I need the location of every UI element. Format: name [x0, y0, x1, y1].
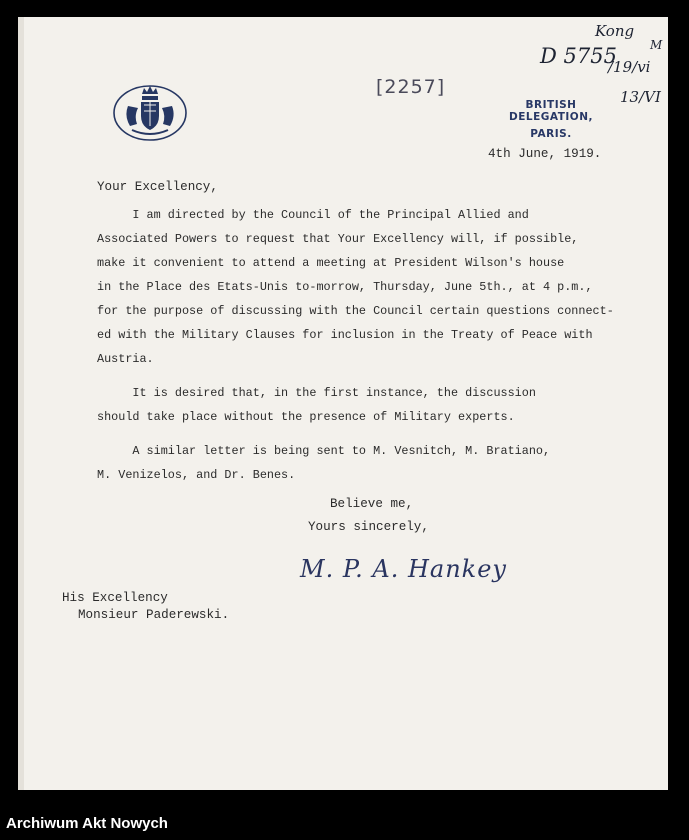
para1-line2: Associated Powers to request that Your Excellency will, if possible,	[97, 232, 579, 246]
archive-stamp: [2257]	[376, 76, 446, 98]
para1-line5: for the purpose of discussing with the Council certain questions connect-	[97, 304, 614, 318]
closing-line2: Yours sincerely,	[308, 520, 429, 534]
para1-line7: Austria.	[97, 352, 154, 366]
archive-footer-label: Archiwum Akt Nowych	[6, 815, 168, 832]
handwritten-ref-suffix: M	[650, 38, 663, 52]
addressee-line2: Monsieur Paderewski.	[78, 608, 230, 622]
closing-line1: Believe me,	[330, 497, 414, 511]
handwritten-second-date: 13/VI	[620, 88, 661, 106]
para1-line1: I am directed by the Council of the Principal Allied and	[97, 208, 529, 222]
paper-edge	[18, 17, 24, 790]
signature: M. P. A. Hankey	[300, 555, 507, 583]
handwritten-ref-date: /19/vi	[608, 58, 651, 76]
handwritten-top-word: Kong	[595, 22, 635, 40]
letterhead-line1: BRITISH DELEGATION,	[509, 99, 593, 123]
para1-line3: make it convenient to attend a meeting at President Wilson's house	[97, 256, 565, 270]
para3-line2: M. Venizelos, and Dr. Benes.	[97, 468, 296, 482]
royal-crest-icon	[110, 80, 190, 144]
salutation: Your Excellency,	[97, 180, 218, 194]
addressee-line1: His Excellency	[62, 591, 168, 605]
letter-date: 4th June, 1919.	[488, 147, 602, 161]
para2-line2: should take place without the presence of Military experts.	[97, 410, 515, 424]
para1-line6: ed with the Military Clauses for inclusion in the Treaty of Peace with	[97, 328, 593, 342]
para3-line1: A similar letter is being sent to M. Vesnitch, M. Bratiano,	[97, 444, 551, 458]
handwritten-ref-number: D 5755	[540, 44, 617, 68]
letterhead-line2: PARIS.	[530, 128, 572, 140]
para2-line1: It is desired that, in the first instance, the discussion	[97, 386, 536, 400]
letterhead	[486, 99, 616, 145]
para1-line4: in the Place des Etats-Unis to-morrow, Thursday, June 5th., at 4 p.m.,	[97, 280, 593, 294]
